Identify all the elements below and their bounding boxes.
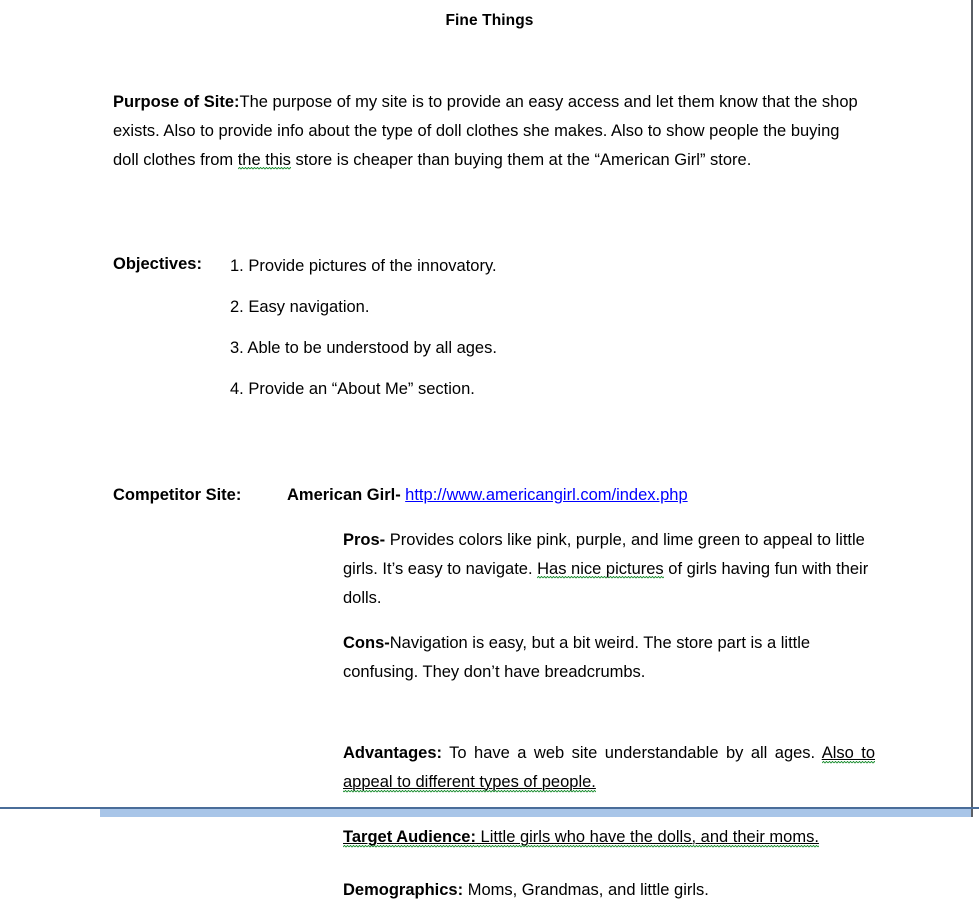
competitor-url-link[interactable]: http://www.americangirl.com/index.php — [405, 486, 688, 504]
list-item: 2. Easy navigation. — [230, 298, 370, 316]
purpose-label: Purpose of Site: — [113, 93, 240, 111]
purpose-of-site-section — [113, 88, 866, 175]
pros-paragraph — [343, 526, 875, 613]
demographics-paragraph — [343, 876, 875, 905]
advantages-text-part1: To have a web site understandable by all ages. — [442, 744, 822, 762]
page-title: Fine Things — [445, 12, 534, 29]
competitor-site-section — [113, 486, 875, 905]
cons-paragraph — [343, 629, 875, 687]
target-audience-label: Target Audience: — [343, 828, 476, 846]
demographics-label: Demographics: — [343, 881, 464, 899]
document-body — [113, 88, 875, 921]
page-right-edge — [971, 0, 973, 809]
spacer — [113, 209, 866, 255]
spacer — [113, 428, 866, 450]
cons-text: Navigation is easy, but a bit weird. The store part is a little confusing. They don’t have breadcrumbs. — [343, 634, 811, 681]
objectives-label: Objectives: — [113, 255, 202, 273]
advantages-underlined-flagged: Also to appeal to different types of people. — [343, 744, 875, 791]
demographics-text: Moms, Grandmas, and little girls. — [463, 881, 709, 899]
next-page-right-edge — [971, 809, 973, 817]
cons-label: Cons- — [343, 634, 390, 652]
competitor-name: American Girl- — [287, 486, 401, 504]
spacer — [343, 687, 866, 739]
spacer — [343, 868, 866, 876]
target-audience-paragraph — [343, 823, 875, 852]
grammar-flag-the-this: the this — [237, 151, 291, 169]
purpose-paragraph — [113, 88, 866, 175]
pros-label: Pros- — [343, 531, 386, 549]
purpose-text-part1: The purpose of my site is to provide an easy access and let them know that the shop exists. Also to provide info about the type of doll clothes she makes. Also to show people the buying doll clothes from — [113, 93, 858, 169]
advantages-paragraph — [343, 739, 875, 797]
list-item: 4. Provide an “About Me” section. — [230, 380, 475, 398]
purpose-text-part2: store is cheaper than buying them at the “American Girl” store. — [290, 151, 752, 169]
list-item: 3. Able to be understood by all ages. — [230, 339, 497, 357]
pros-text-part2: of girls having fun with their dolls. — [343, 560, 869, 607]
objectives-list — [230, 255, 866, 400]
competitor-site-entry — [287, 486, 866, 505]
next-page-top-band — [100, 809, 972, 817]
competitor-site-label: Competitor Site: — [113, 486, 242, 504]
pros-text-part1: Provides colors like pink, purple, and lime green to appeal to little girls. It’s easy to navigate. — [343, 531, 865, 578]
advantages-label: Advantages: — [343, 744, 443, 762]
list-item: 1. Provide pictures of the innovatory. — [230, 257, 497, 275]
target-audience-text: Little girls who have the dolls, and their moms. — [475, 828, 819, 846]
grammar-flag-has-nice-pictures: Has nice pictures — [537, 560, 664, 578]
objectives-section — [113, 255, 866, 400]
competitor-details — [343, 526, 875, 905]
